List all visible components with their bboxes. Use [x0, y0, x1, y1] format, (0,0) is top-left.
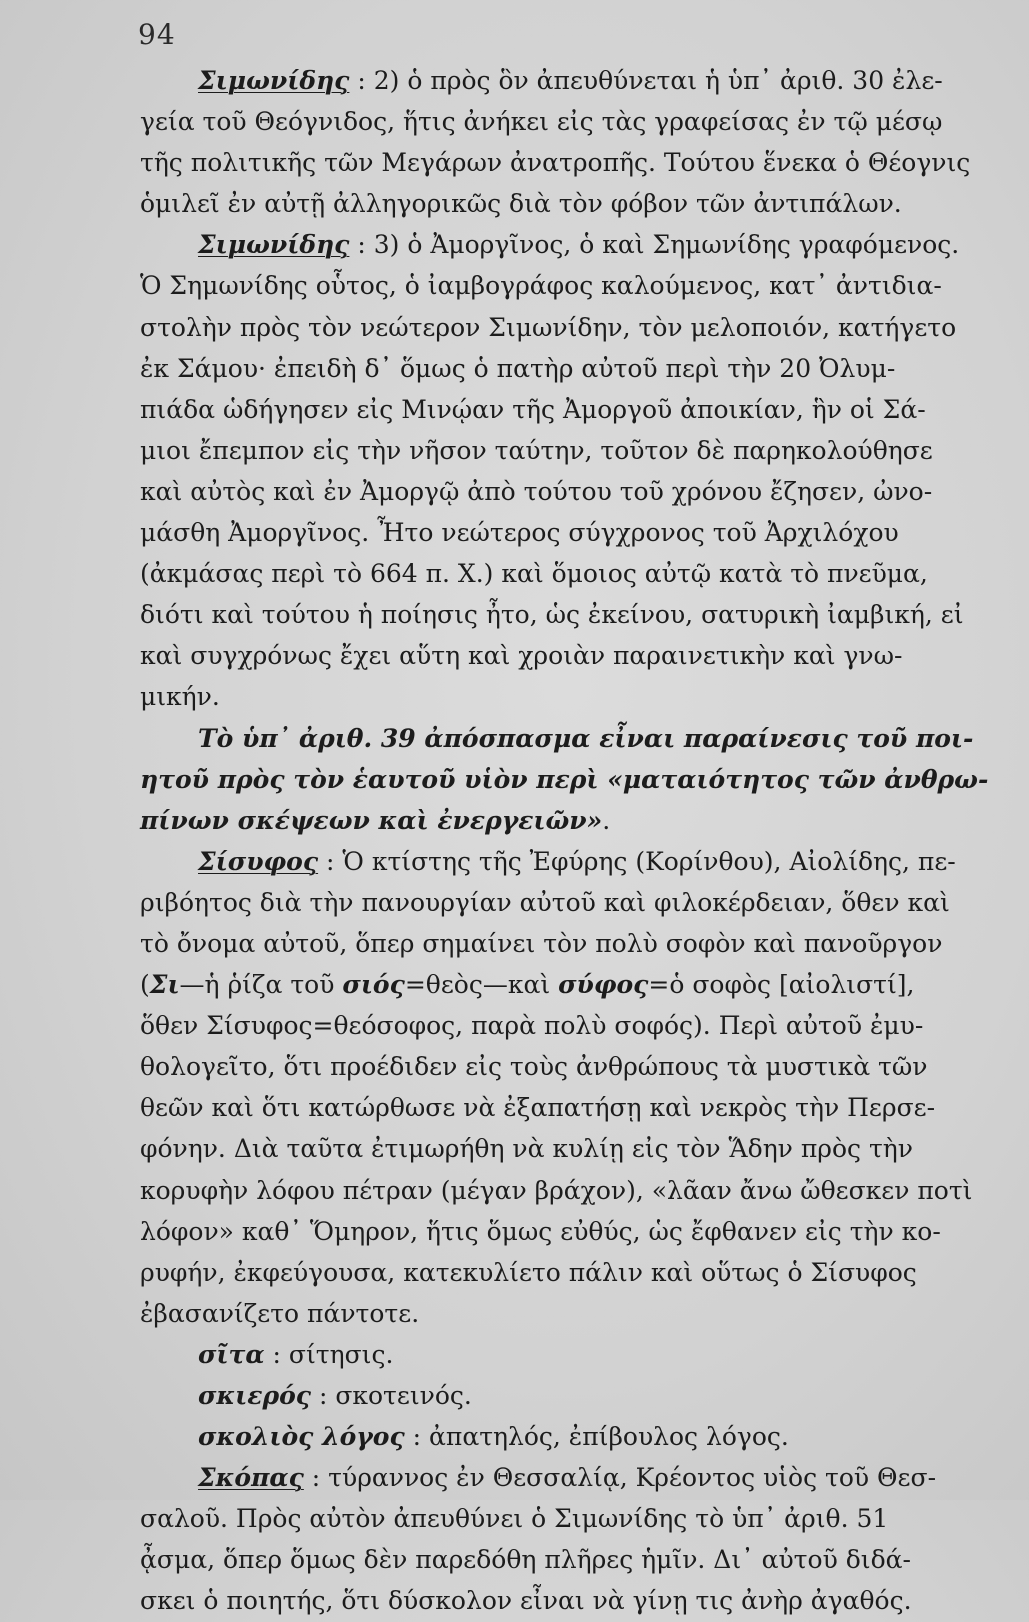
glossary-entry [140, 1416, 1020, 1457]
text-line [140, 1128, 1020, 1169]
text-line [140, 759, 1020, 800]
text-segment: φόνην. Διὰ ταῦτα ἐτιμωρήθη νὰ κυλίῃ εἰς τὸν Ἅδην πρὸς τὴν [140, 1134, 913, 1164]
text-line [140, 676, 1020, 717]
entry-headword: Σίσυφος [198, 846, 319, 876]
text-segment: : Ὁ κτίστης τῆς Ἐφύρης (Κορίνθου), Αἰολίδης, πε- [318, 846, 956, 876]
text-segment: —ἡ ῥίζα τοῦ [179, 970, 343, 1000]
text-segment: μικήν. [140, 682, 220, 712]
text-segment: τὸ ὄνομα αὐτοῦ, ὅπερ σημαίνει τὸν πολὺ σοφὸν καὶ πανοῦργον [140, 928, 943, 958]
text-line [140, 718, 1020, 759]
text-segment: ὁμιλεῖ ἐν αὐτῇ ἀλληγορικῶς διὰ τὸν φόβον τῶν ἀντιπάλων. [140, 189, 902, 219]
text-segment: : ἀπατηλός, ἐπίβουλος λόγος. [404, 1422, 789, 1452]
text-line [140, 800, 1020, 841]
emphasis-text: σκιερός [198, 1381, 311, 1410]
text-segment: : τύραννος ἐν Θεσσαλίᾳ, Κρέοντος υἱὸς τοῦ Θεσ- [303, 1463, 937, 1493]
text-segment: θεῶν καὶ ὅτι κατώρθωσε νὰ ἐξαπατήσῃ καὶ νεκρὸς τὴν Περσε- [140, 1093, 936, 1123]
text-line [140, 553, 1020, 594]
text-segment: : 3) ὁ Ἀμοργῖνος, ὁ καὶ Σημωνίδης γραφόμενος. [349, 230, 960, 260]
glossary-entry [140, 1334, 1020, 1375]
text-line [140, 430, 1020, 471]
text-line [140, 1046, 1020, 1087]
text-line [140, 882, 1020, 923]
emphasis-text: πίνων σκέψεων καὶ ἐνεργειῶν» [140, 805, 603, 835]
text-segment: ᾆσμα, ὅπερ ὅμως δὲν παρεδόθη πλῆρες ἡμῖν. Δι᾽ αὐτοῦ διδά- [140, 1545, 911, 1575]
text-segment: θολογεῖτο, ὅτι προέδιδεν εἰς τοὺς ἀνθρώπους τὰ μυστικὰ τῶν [140, 1052, 928, 1082]
text-line [140, 307, 1020, 348]
text-line [140, 1293, 1020, 1334]
text-segment: λόφον» καθ᾽ Ὅμηρον, ἥτις ὅμως εὐθύς, ὡς ἔφθανεν εἰς τὴν κο- [140, 1216, 941, 1246]
text-line [140, 348, 1020, 389]
emphasis-text: Τὸ ὑπ᾽ ἀριθ. 39 ἀπόσπασμα εἶναι παραίνεσις τοῦ ποι- [198, 723, 974, 753]
emphasis-text: σῖτα [198, 1339, 265, 1369]
text-line [140, 1539, 1020, 1580]
text-segment: ριβόητος διὰ τὴν πανουργίαν αὐτοῦ καὶ φιλοκέρδειαν, ὅθεν καὶ [140, 887, 950, 917]
glossary-entry [140, 841, 1020, 1334]
entry-headword: Σιμωνίδης [198, 66, 350, 95]
text-segment: : σίτησις. [264, 1339, 394, 1369]
text-line [140, 841, 1020, 882]
text-segment: πιάδα ὡδήγησεν εἰς Μινῴαν τῆς Ἀμοργοῦ ἀποικίαν, ἣν οἱ Σά- [140, 394, 926, 424]
text-line [140, 389, 1020, 430]
text-line [140, 1170, 1020, 1211]
body-text [140, 60, 1020, 1622]
text-segment: μιοι ἔπεμπον εἰς τὴν νῆσον ταύτην, τοῦτον δὲ παρηκολούθησε [140, 435, 933, 465]
emphasis-text: Σι [149, 970, 180, 1000]
text-segment: σαλοῦ. Πρὸς αὐτὸν ἀπευθύνει ὁ Σιμωνίδης τὸ ὑπ᾽ ἀριθ. 51 [140, 1504, 889, 1534]
glossary-entry [140, 1375, 1020, 1416]
text-segment: : σκοτεινός. [311, 1381, 472, 1410]
text-segment: μάσθη Ἀμοργῖνος. Ἦτο νεώτερος σύγχρονος τοῦ Ἀρχιλόχου [140, 518, 899, 548]
text-segment: ὅθεν Σίσυφος=θεόσοφος, παρὰ πολὺ σοφός). Περὶ αὐτοῦ ἐμυ- [140, 1011, 924, 1041]
entry-headword: Σκόπας [198, 1463, 304, 1493]
emphasis-text: σύφος [558, 970, 649, 1000]
text-line [140, 1375, 1020, 1416]
text-segment: =θεὸς—καὶ [404, 970, 559, 1000]
emphasis-text: σιός [342, 970, 405, 1000]
text-segment: καὶ συγχρόνως ἔχει αὕτη καὶ χροιὰν παραινετικὴν καὶ γνω- [140, 641, 903, 671]
text-segment: σκει ὁ ποιητής, ὅτι δύσκολον εἶναι νὰ γίνῃ τις ἀνὴρ ἀγαθός. [140, 1586, 912, 1616]
text-segment: : 2) ὁ πρὸς ὃν ἀπευθύνεται ἡ ὑπ᾽ ἀριθ. 30 ἐλε- [349, 66, 943, 95]
emphasis-text: ητοῦ πρὸς τὸν ἑαυτοῦ υἱὸν περὶ «ματαιότητος τῶν ἀνθρω- [140, 764, 989, 794]
text-line [140, 1252, 1020, 1293]
text-segment: ἐκ Σάμου· ἐπειδὴ δ᾽ ὅμως ὁ πατὴρ αὐτοῦ περὶ τὴν 20 Ὀλυμ- [140, 353, 896, 383]
text-line [140, 964, 1020, 1005]
text-line [140, 60, 1020, 101]
text-segment: καὶ αὐτὸς καὶ ἐν Ἀμοργῷ ἀπὸ τούτου τοῦ χρόνου ἔζησεν, ὠνο- [140, 476, 933, 506]
page-number: 94 [138, 18, 176, 51]
text-segment: ρυφήν, ἐκφεύγουσα, κατεκυλίετο πάλιν καὶ οὕτως ὁ Σίσυφος [140, 1257, 917, 1287]
text-segment: διότι καὶ τούτου ἡ ποίησις ἦτο, ὡς ἐκείνου, σατυρικὴ ἰαμβική, εἰ [140, 600, 964, 630]
text-line [140, 1334, 1020, 1375]
text-line [140, 142, 1020, 183]
text-line [140, 471, 1020, 512]
text-segment: (ἀκμάσας περὶ τὸ 664 π. Χ.) καὶ ὅμοιος αὐτῷ κατὰ τὸ πνεῦμα, [140, 559, 928, 589]
text-line [140, 1580, 1020, 1621]
text-line [140, 512, 1020, 553]
text-line [140, 635, 1020, 676]
text-line [140, 183, 1020, 224]
glossary-entry [140, 60, 1020, 224]
emphasis-text: σκολιὸς λόγος [198, 1422, 405, 1452]
text-line [140, 923, 1020, 964]
text-segment: στολὴν πρὸς τὸν νεώτερον Σιμωνίδην, τὸν μελοποιόν, κατήγετο [140, 312, 957, 342]
text-line [140, 594, 1020, 635]
text-line [140, 101, 1020, 142]
glossary-entry [140, 1457, 1020, 1621]
text-segment: γεία τοῦ Θεόγνιδος, ἥτις ἀνήκει εἰς τὰς γραφείσας ἐν τῷ μέσῳ [140, 107, 943, 137]
text-line [140, 1457, 1020, 1498]
text-line [140, 1211, 1020, 1252]
text-line [140, 224, 1020, 265]
text-line [140, 1416, 1020, 1457]
text-line [140, 1087, 1020, 1128]
text-segment: κορυφὴν λόφου πέτραν (μέγαν βράχον), «λᾶαν ἄνω ὤθεσκεν ποτὶ [140, 1175, 973, 1205]
text-segment: Ὁ Σημωνίδης οὗτος, ὁ ἰαμβογράφος καλούμενος, κατ᾽ ἀντιδια- [140, 271, 942, 301]
text-segment: =ὁ σοφὸς [αἰολιστί], [648, 970, 915, 1000]
entry-headword: Σιμωνίδης [198, 230, 350, 260]
text-segment: . [602, 805, 611, 835]
text-line [140, 1005, 1020, 1046]
text-segment: ( [140, 970, 150, 1000]
text-line [140, 265, 1020, 306]
text-line [140, 1498, 1020, 1539]
glossary-entry [140, 718, 1020, 841]
text-segment: τῆς πολιτικῆς τῶν Μεγάρων ἀνατροπῆς. Τούτου ἕνεκα ὁ Θέογνις [140, 148, 971, 178]
glossary-entry [140, 224, 1020, 717]
text-segment: ἐβασανίζετο πάντοτε. [140, 1298, 420, 1328]
